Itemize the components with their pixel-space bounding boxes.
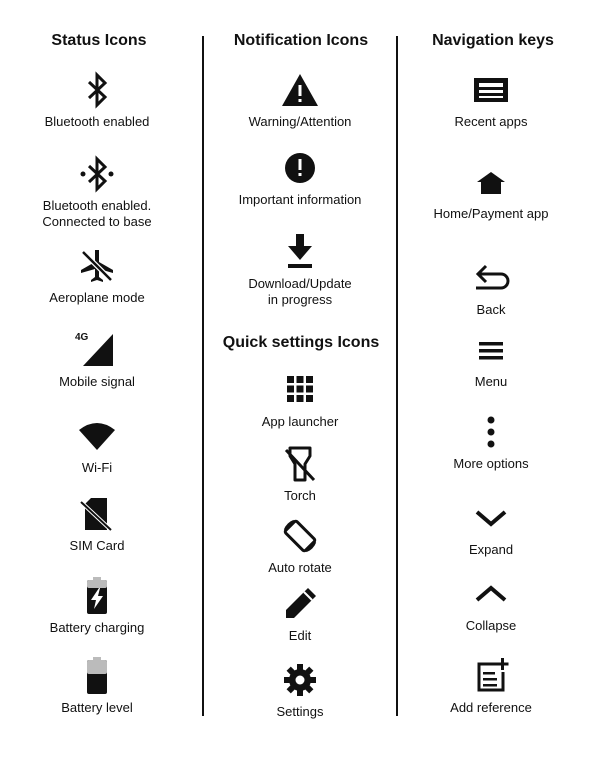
add-reference-icon — [471, 656, 511, 696]
navigation-item-back — [396, 258, 586, 318]
status-label: SIM Card — [69, 538, 125, 553]
status-label: Battery level — [61, 700, 133, 715]
notification-icons-heading: Notification Icons — [233, 32, 369, 49]
status-label: Mobile signal — [59, 374, 135, 389]
navigation-item-recent-apps — [396, 70, 586, 130]
download-icon — [280, 232, 320, 272]
quick-settings-item-edit — [205, 584, 395, 644]
expand-icon — [471, 498, 511, 538]
auto-rotate-icon — [280, 516, 320, 556]
recent-apps-icon — [471, 70, 511, 110]
navigation-item-expand — [396, 498, 586, 558]
status-label: Bluetooth enabled. — [42, 198, 152, 213]
navigation-label: Expand — [468, 542, 514, 557]
notification-item-warning — [205, 70, 395, 130]
battery-charging-icon — [77, 576, 117, 616]
status-item-bluetooth-connected — [2, 154, 192, 230]
notification-label-line2: in progress — [267, 292, 333, 307]
notification-label: Important information — [238, 192, 362, 207]
app-launcher-icon — [280, 370, 320, 410]
quick-settings-label: Torch — [284, 488, 316, 503]
network-type-badge: 4G — [75, 332, 89, 343]
status-item-aeroplane — [2, 246, 192, 306]
navigation-item-home — [396, 162, 586, 222]
navigation-label: Collapse — [465, 618, 517, 633]
bluetooth-icon — [77, 70, 117, 110]
notification-item-download — [205, 232, 395, 308]
settings-icon — [280, 660, 320, 700]
quick-settings-item-app-launcher — [205, 370, 395, 430]
battery-level-icon — [77, 656, 117, 696]
status-item-sim-card — [2, 494, 192, 554]
navigation-label: Recent apps — [454, 114, 528, 129]
navigation-label: More options — [453, 456, 529, 471]
navigation-label: Menu — [474, 374, 508, 389]
bluetooth-connected-icon — [77, 154, 117, 194]
quick-settings-item-auto-rotate — [205, 516, 395, 576]
mobile-signal-icon — [77, 330, 117, 370]
collapse-icon — [471, 574, 511, 614]
status-label: Wi-Fi — [81, 460, 113, 475]
status-label: Bluetooth enabled — [44, 114, 150, 129]
quick-settings-label: App launcher — [261, 414, 339, 429]
navigation-item-menu — [396, 330, 586, 390]
quick-settings-item-settings — [205, 660, 395, 720]
warning-icon — [280, 70, 320, 110]
torch-icon — [280, 444, 320, 484]
more-options-icon — [471, 412, 511, 452]
status-item-mobile-signal — [2, 330, 192, 390]
column-divider-left — [202, 36, 204, 716]
status-item-bluetooth — [2, 70, 192, 130]
aeroplane-icon — [77, 246, 117, 286]
notification-item-important — [205, 148, 395, 208]
navigation-item-add-reference — [396, 656, 586, 716]
quick-settings-item-torch — [205, 444, 395, 504]
menu-icon — [471, 330, 511, 370]
status-label-line2: Connected to base — [42, 214, 152, 229]
status-label: Aeroplane mode — [49, 290, 145, 305]
wifi-icon — [77, 416, 117, 456]
edit-icon — [280, 584, 320, 624]
status-item-battery-level — [2, 656, 192, 716]
status-label: Battery charging — [49, 620, 145, 635]
notification-label: Download/Update — [248, 276, 352, 291]
quick-settings-label: Settings — [276, 704, 324, 719]
navigation-item-more-options — [396, 412, 586, 472]
navigation-label: Home/Payment app — [433, 206, 549, 221]
notification-label: Warning/Attention — [248, 114, 352, 129]
quick-settings-label: Edit — [288, 628, 312, 643]
status-item-wifi — [2, 416, 192, 476]
navigation-label: Back — [476, 302, 506, 317]
home-icon — [471, 162, 511, 202]
navigation-label: Add reference — [450, 700, 532, 715]
status-item-battery-charging — [2, 576, 192, 636]
status-icons-heading: Status Icons — [51, 32, 147, 49]
quick-settings-label: Auto rotate — [268, 560, 332, 575]
important-info-icon — [280, 148, 320, 188]
quick-settings-icons-heading: Quick settings Icons — [222, 334, 380, 351]
navigation-keys-heading: Navigation keys — [432, 32, 554, 49]
sim-card-icon — [77, 494, 117, 534]
back-icon — [471, 258, 511, 298]
navigation-item-collapse — [396, 574, 586, 634]
